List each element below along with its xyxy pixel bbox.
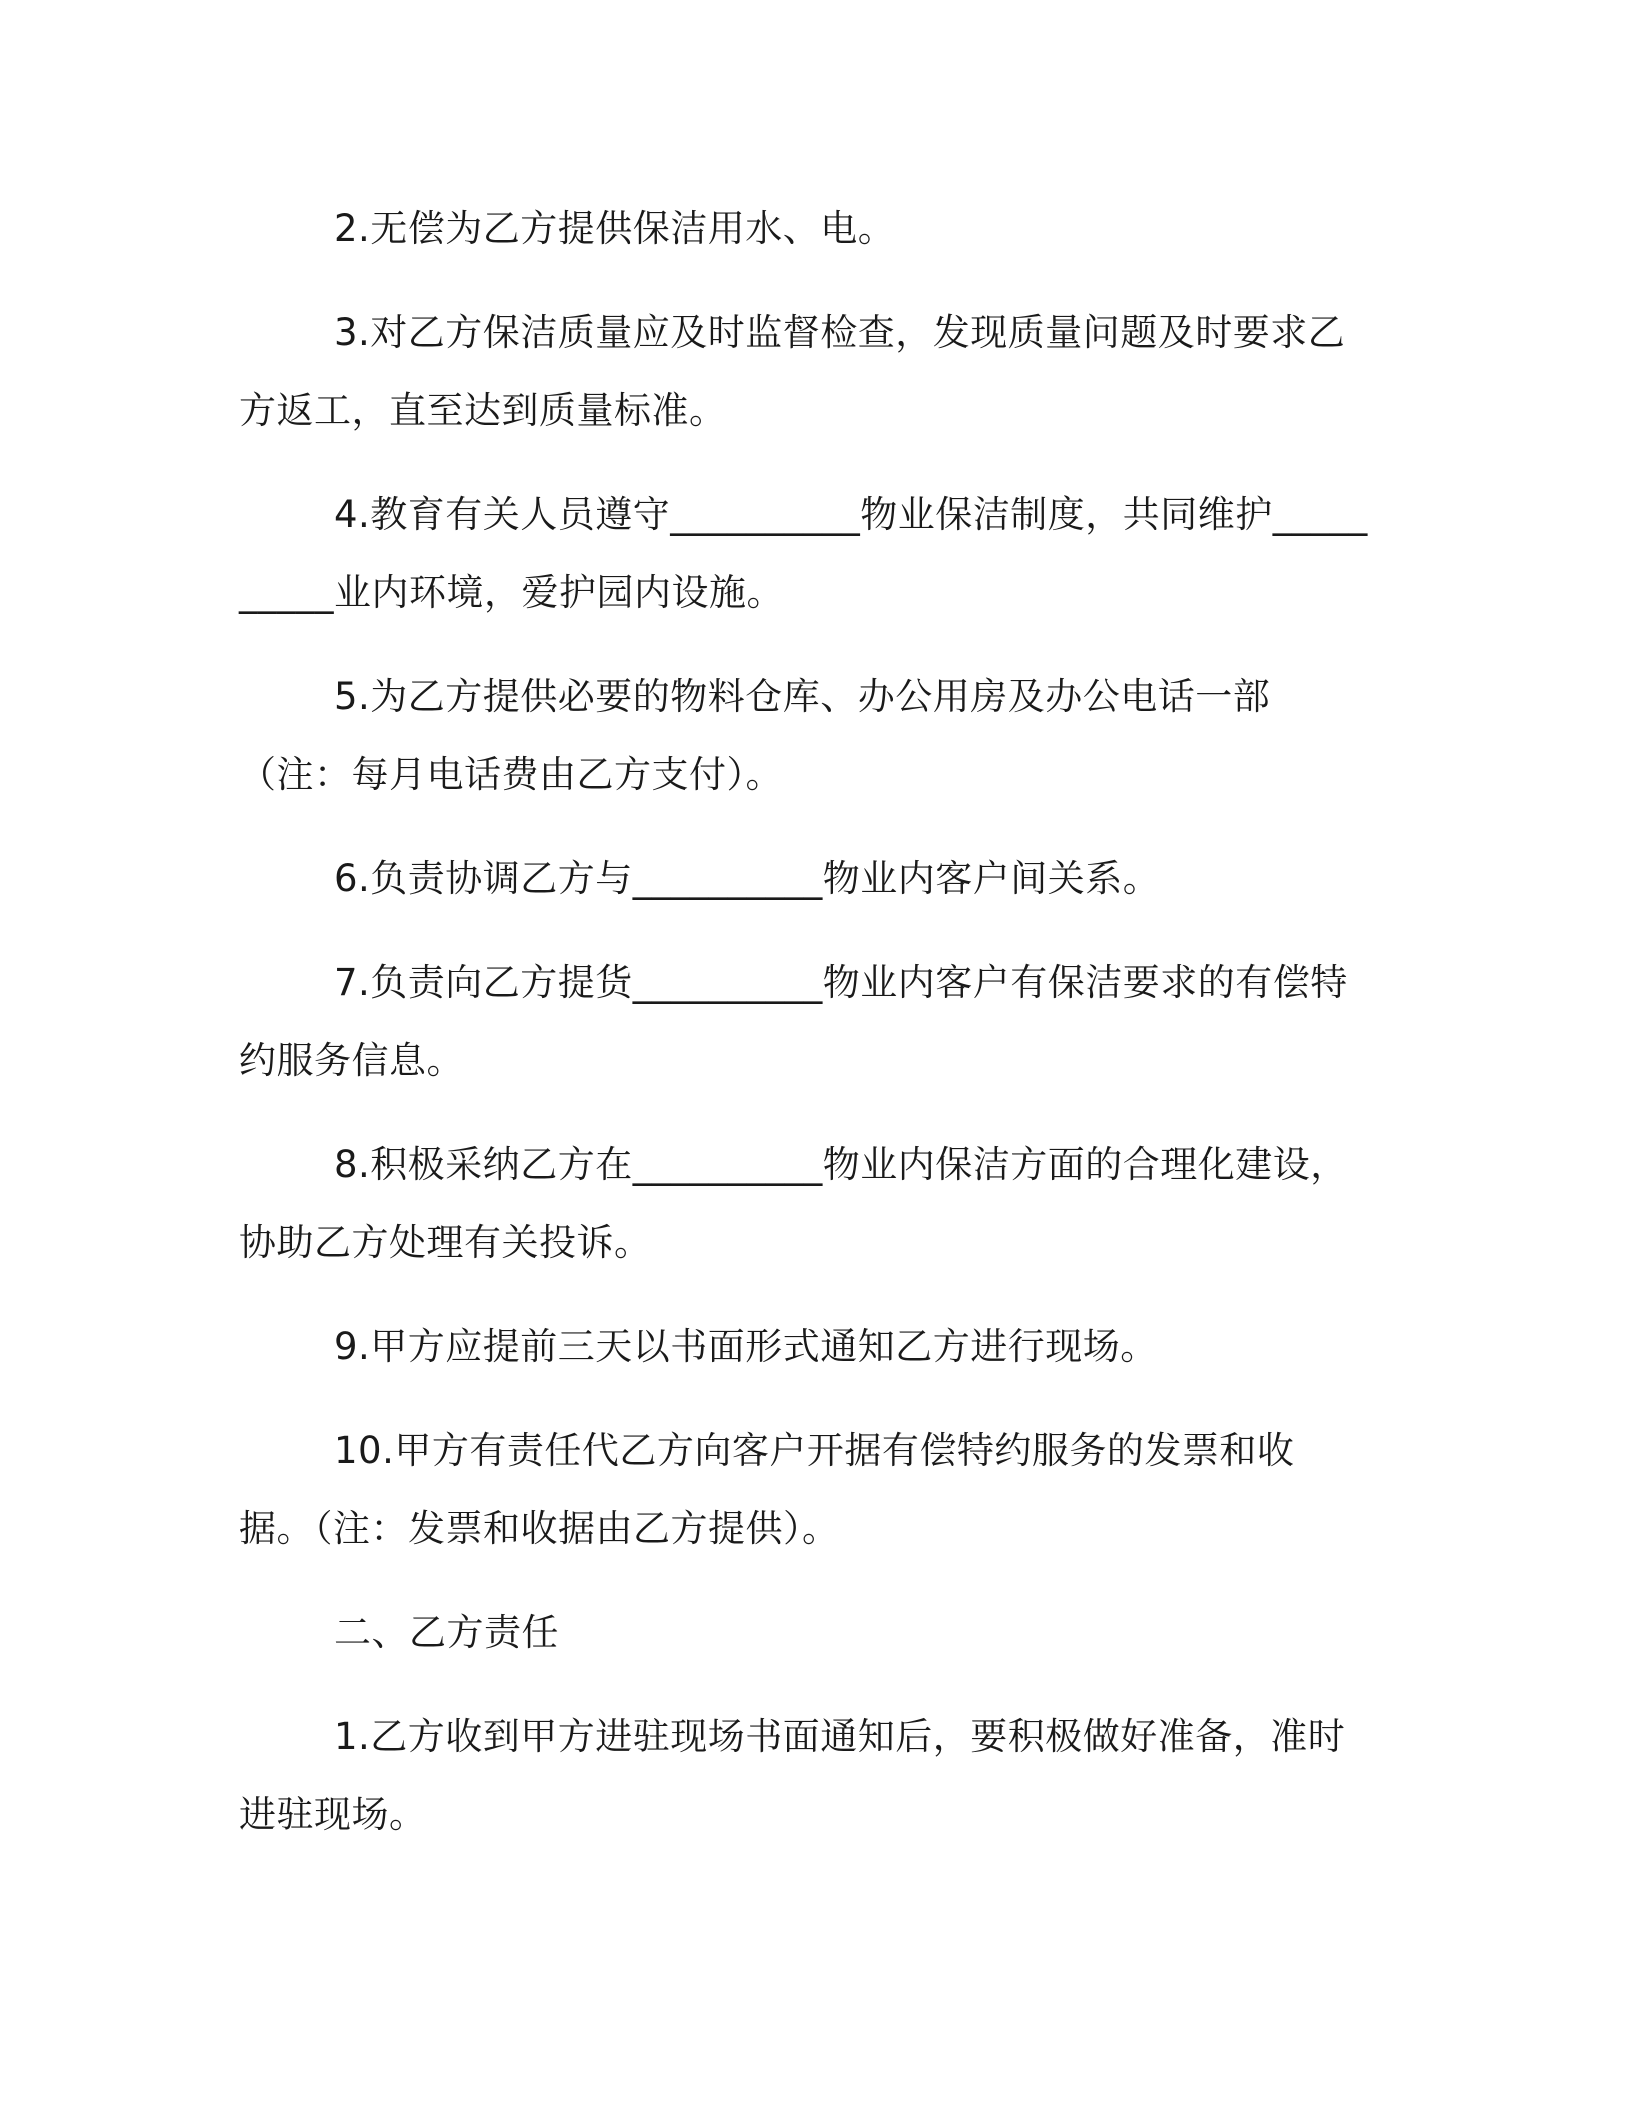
clause-6: 6.负责协调乙方与__________物业内客户间关系。 (334, 857, 1161, 900)
clause-9: 9.甲方应提前三天以书面形式通知乙方进行现场。 (334, 1325, 1158, 1368)
clause-10: 10.甲方有责任代乙方向客户开据有偿特约服务的发票和收据。（注：发票和收据由乙方提供）。 (239, 1429, 1295, 1550)
clause-3: 3.对乙方保洁质量应及时监督检查，发现质量问题及时要求乙方返工，直至达到质量标准。 (239, 311, 1346, 432)
party-b-clause-1: 1.乙方收到甲方进驻现场书面通知后，要积极做好准备，准时进驻现场。 (239, 1715, 1346, 1836)
section-heading-party-b: 二、乙方责任 (334, 1611, 559, 1654)
clause-5: 5.为乙方提供必要的物料仓库、办公用房及办公电话一部（注：每月电话费由乙方支付）。 (239, 675, 1271, 796)
clause-4: 4.教育有关人员遵守__________物业保洁制度，共同维护__________业内环境，爱护园内设施。 (239, 493, 1368, 614)
clause-2: 2.无偿为乙方提供保洁用水、电。 (334, 207, 896, 250)
document-body (239, 190, 1369, 1854)
clause-7: 7.负责向乙方提货__________物业内客户有保洁要求的有偿特约服务信息。 (239, 961, 1348, 1082)
clause-8: 8.积极采纳乙方在__________物业内保洁方面的合理化建设，协助乙方处理有关投诉。 (239, 1143, 1348, 1264)
